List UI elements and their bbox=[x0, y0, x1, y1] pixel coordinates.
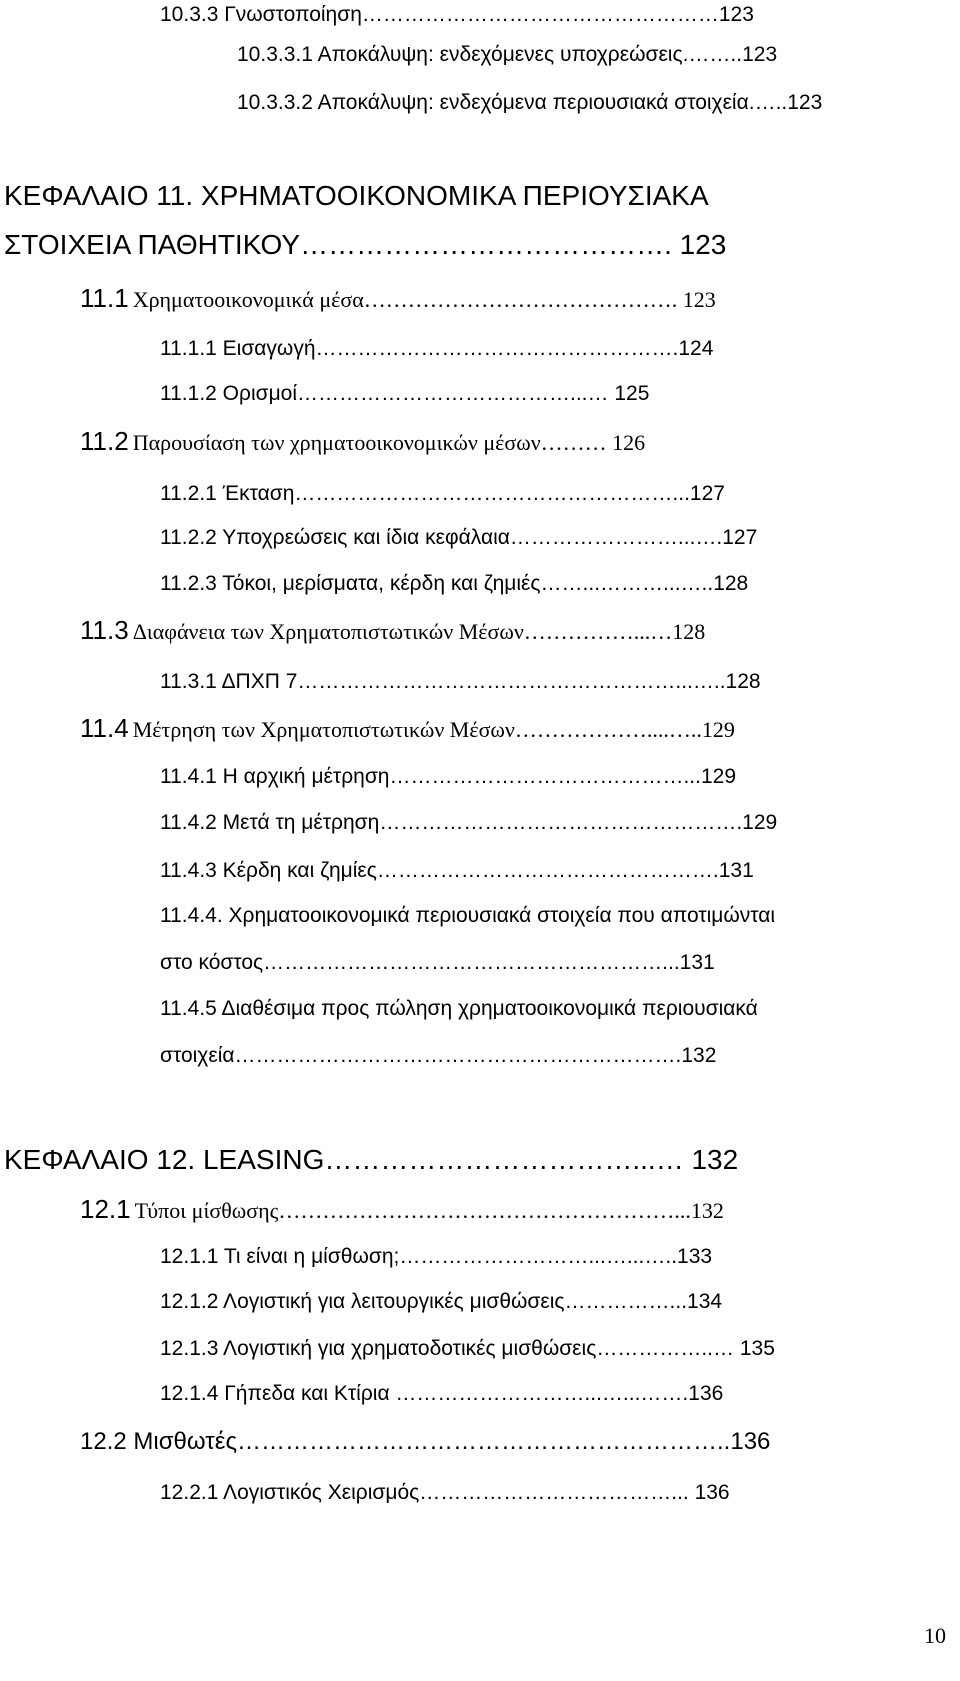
toc-11-2-2: 11.2.2 Υποχρεώσεις και ίδια κεφάλαια……………………...….127 bbox=[160, 526, 758, 549]
toc-11-4-title: Μέτρηση των Χρηματοπιστωτικών Μέσων………………....…..129 bbox=[132, 717, 735, 742]
toc-11-2-1: 11.2.1 Έκταση………………………………………………...127 bbox=[160, 482, 725, 505]
toc-chapter-12: ΚΕΦΑΛΑΙΟ 12. LEASING……………………………...… 132 bbox=[4, 1144, 739, 1175]
toc-12-1-4: 12.1.4 Γήπεδα και Κτίρια ………………………...…...…….136 bbox=[160, 1382, 724, 1405]
toc-11-2-num: 11.2 bbox=[80, 426, 129, 456]
toc-12-2-1: 12.2.1 Λογιστικός Χειρισμός………………………………... 136 bbox=[160, 1481, 730, 1504]
toc-11-4 bbox=[80, 715, 735, 741]
toc-11-1-num: 11.1 bbox=[80, 283, 129, 313]
toc-11-4-2: 11.4.2 Μετά τη μέτρηση…………………………………………….129 bbox=[160, 811, 778, 834]
toc-11-2-3: 11.2.3 Τόκοι, μερίσματα, κέρδη και ζημιές……...………...…..128 bbox=[160, 572, 749, 595]
toc-12-1-num: 12.1 bbox=[80, 1194, 131, 1224]
page-number: 10 bbox=[924, 1623, 946, 1648]
toc-12-1-2: 12.1.2 Λογιστική για λειτουργικές μισθώσεις……………...134 bbox=[160, 1290, 723, 1313]
toc-10-3-3-1: 10.3.3.1 Αποκάλυψη: ενδεχόμενες υποχρεώσεις.……..123 bbox=[237, 43, 778, 66]
toc-11-4-5-line2: στοιχεία……………………………………………………….132 bbox=[160, 1044, 717, 1067]
toc-12-1-3: 12.1.3 Λογιστική για χρηματοδοτικές μισθώσεις……………..… 135 bbox=[160, 1337, 775, 1360]
toc-11-4-5-line1: 11.4.5 Διαθέσιμα προς πώληση χρηματοοικονομικά περιουσιακά bbox=[160, 997, 758, 1020]
toc-12-1-title: Τύποι μίσθωσης………………………………………………...132 bbox=[134, 1198, 724, 1223]
toc-chapter-11-line1: ΚΕΦΑΛΑΙΟ 11. ΧΡΗΜΑΤΟΟΙΚΟΝΟΜΙΚΑ ΠΕΡΙΟΥΣΙΑΚΑ bbox=[4, 180, 709, 211]
toc-11-1-2: 11.1.2 Ορισμοί…………………………………...… 125 bbox=[160, 382, 650, 405]
toc-11-1 bbox=[80, 285, 716, 311]
toc-11-3-num: 11.3 bbox=[80, 615, 129, 645]
toc-10-3-3: 10.3.3 Γνωστοποίηση……………………………………………123 bbox=[160, 3, 754, 26]
toc-11-4-4-line2: στο κόστος…………………………………………………...131 bbox=[160, 951, 715, 974]
toc-chapter-11-line2: ΣΤΟΙΧΕΙΑ ΠΑΘΗΤΙΚΟΥ…………………………………. 123 bbox=[4, 229, 727, 260]
toc-10-3-3-2: 10.3.3.2 Αποκάλυψη: ενδεχόμενα περιουσιακά στοιχεία.…..123 bbox=[237, 91, 823, 114]
toc-12-1-1: 12.1.1 Τι είναι η μίσθωση;………………………...…...…..133 bbox=[160, 1245, 713, 1268]
toc-11-4-num: 11.4 bbox=[80, 713, 129, 743]
toc-11-3-title: Διαφάνεια των Χρηματοπιστωτικών Μέσων……………...…128 bbox=[132, 619, 706, 644]
toc-11-3 bbox=[80, 617, 705, 643]
toc-11-2-title: Παρουσίαση των χρηματοοικονομικών μέσων……… 126 bbox=[132, 430, 646, 455]
toc-12-1 bbox=[80, 1196, 724, 1222]
toc-11-4-4-line1: 11.4.4. Χρηματοοικονομικά περιουσιακά στοιχεία που αποτιμώνται bbox=[160, 904, 776, 927]
toc-11-4-1: 11.4.1 Η αρχική μέτρηση……………………………………...129 bbox=[160, 765, 737, 788]
toc-12-2: 12.2 Μισθωτές……………………………………………………..136 bbox=[80, 1428, 771, 1455]
toc-11-3-1: 11.3.1 ΔΠΧΠ 7………………………………………………...…..128 bbox=[160, 670, 761, 693]
toc-11-2 bbox=[80, 428, 645, 454]
toc-11-1-1: 11.1.1 Εισαγωγή…………………………………………….124 bbox=[160, 337, 714, 360]
toc-11-1-title: Χρηματοοικονομικά μέσα……………………………………. 123 bbox=[132, 287, 716, 312]
toc-11-4-3: 11.4.3 Κέρδη και ζημίες………………………………………….131 bbox=[160, 859, 754, 882]
